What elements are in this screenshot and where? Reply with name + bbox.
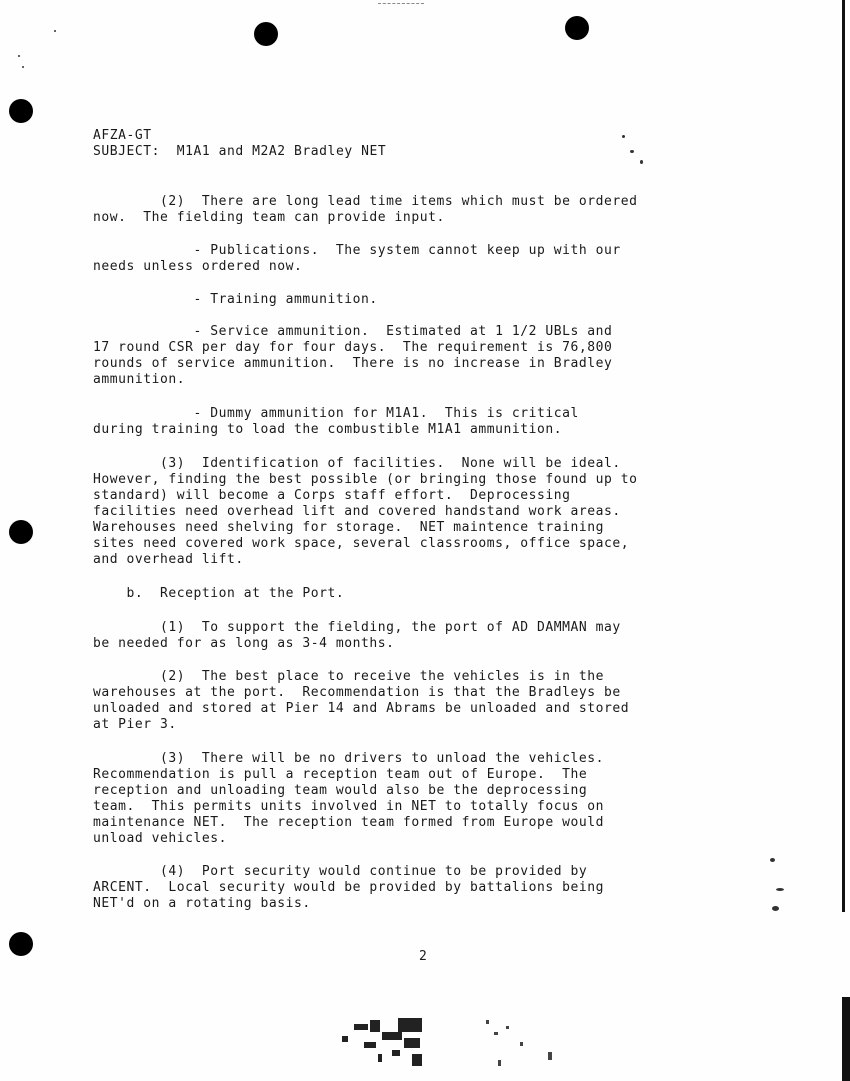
body-line: warehouses at the port. Recommendation is that the Bradleys be: [93, 685, 621, 700]
body-line: sites need covered work space, several classrooms, office space,: [93, 536, 630, 551]
body-line: (4) Port security would continue to be provided by: [93, 864, 588, 879]
punch-hole-icon: [9, 932, 33, 956]
body-line: standard) will become a Corps staff effort. Deprocessing: [93, 488, 571, 503]
body-line: ammunition.: [93, 372, 186, 387]
body-line: - Publications. The system cannot keep up with our: [93, 243, 621, 258]
scan-edge-mark: [842, 0, 845, 912]
body-line: (1) To support the fielding, the port of AD DAMMAN may: [93, 620, 621, 635]
scan-speck: [622, 135, 625, 138]
body-line: at Pier 3.: [93, 717, 177, 732]
body-line: during training to load the combustible M1A1 ammunition.: [93, 422, 563, 437]
body-line: unloaded and stored at Pier 14 and Abrams be unloaded and stored: [93, 701, 630, 716]
scan-speck: [18, 55, 20, 57]
body-line: rounds of service ammunition. There is no increase in Bradley: [93, 356, 613, 371]
subject-text: M1A1 and M2A2 Bradley NET: [176, 144, 387, 159]
body-line: (2) The best place to receive the vehicles is in the: [93, 669, 604, 684]
top-dash-mark: [378, 3, 424, 5]
scan-speck: [630, 150, 634, 153]
body-line: (3) Identification of facilities. None will be ideal.: [93, 456, 621, 471]
body-line: 17 round CSR per day for four days. The requirement is 76,800: [93, 340, 613, 355]
scan-speck: [776, 888, 784, 891]
body-line: - Dummy ammunition for M1A1. This is critical: [93, 406, 579, 421]
scan-smudge: [318, 1010, 438, 1076]
body-line: - Training ammunition.: [93, 292, 378, 307]
subject-line: [93, 144, 386, 160]
office-symbol: AFZA-GT: [93, 128, 152, 143]
body-line: - Service ammunition. Estimated at 1 1/2 UBLs and: [93, 324, 613, 339]
scan-speck: [22, 66, 24, 68]
body-line: needs unless ordered now.: [93, 259, 303, 274]
body-line: NET'd on a rotating basis.: [93, 896, 311, 911]
scan-speck: [640, 160, 643, 164]
punch-hole-icon: [565, 16, 589, 40]
body-line: and overhead lift.: [93, 552, 244, 567]
body-line: ARCENT. Local security would be provided by battalions being: [93, 880, 604, 895]
scan-smudge: [478, 1012, 568, 1072]
body-line: Warehouses need shelving for storage. NET maintence training: [93, 520, 604, 535]
body-line: be needed for as long as 3-4 months.: [93, 636, 395, 651]
body-line: reception and unloading team would also be the deprocessing: [93, 783, 588, 798]
punch-hole-icon: [9, 99, 33, 123]
body-line: now. The fielding team can provide input.: [93, 210, 445, 225]
scan-speck: [772, 906, 779, 911]
scan-speck: [54, 30, 56, 32]
body-line: Recommendation is pull a reception team out of Europe. The: [93, 767, 588, 782]
body-line: However, finding the best possible (or bringing those found up to: [93, 472, 638, 487]
body-line: (2) There are long lead time items which must be ordered: [93, 194, 638, 209]
scan-speck: [770, 858, 775, 862]
scan-edge-mark: [842, 997, 850, 1081]
body-line: team. This permits units involved in NET to totally focus on: [93, 799, 604, 814]
punch-hole-icon: [9, 520, 33, 544]
punch-hole-icon: [254, 22, 278, 46]
section-heading: b. Reception at the Port.: [93, 586, 345, 601]
page-number: 2: [419, 949, 427, 964]
body-line: facilities need overhead lift and covered handstand work areas.: [93, 504, 621, 519]
body-line: (3) There will be no drivers to unload the vehicles.: [93, 751, 604, 766]
body-line: maintenance NET. The reception team formed from Europe would: [93, 815, 604, 830]
subject-label: SUBJECT:: [93, 144, 161, 159]
body-line: unload vehicles.: [93, 831, 228, 846]
